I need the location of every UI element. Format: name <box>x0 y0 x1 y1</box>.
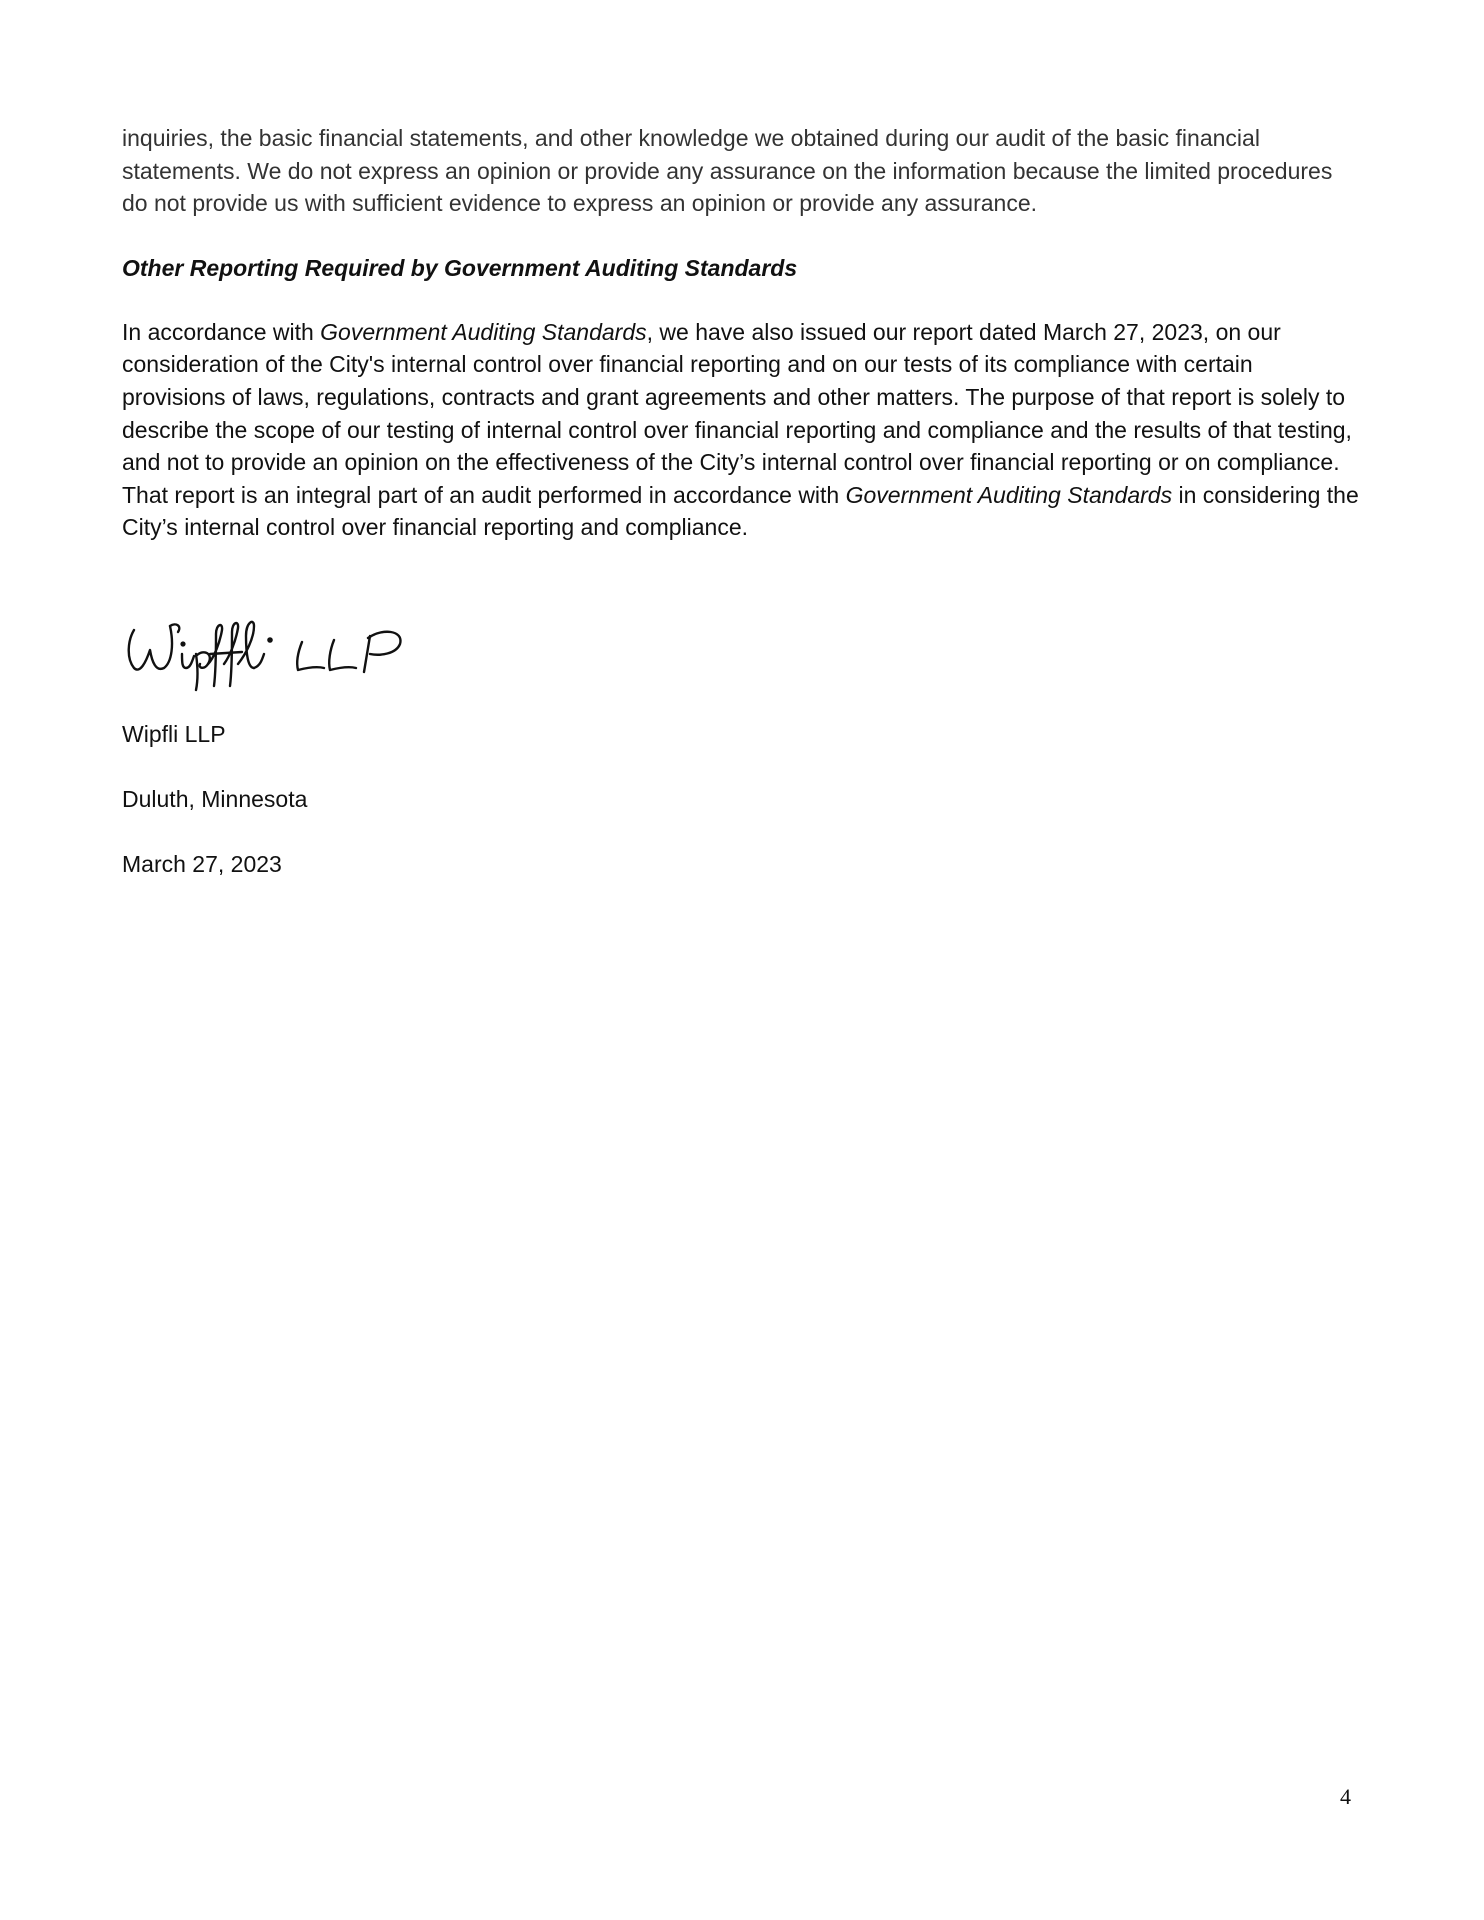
section-paragraph <box>122 316 1362 544</box>
document-body <box>122 122 1362 544</box>
section-heading: Other Reporting Required by Government Auditing Standards <box>122 254 798 281</box>
paragraph-italic-1: Government Auditing Standards <box>320 318 647 345</box>
signature-block <box>122 718 307 913</box>
paragraph-text-3: in considering the City’s internal control over financial reporting and compliance. <box>122 481 1359 541</box>
paragraph-italic-2: Government Auditing Standards <box>845 481 1173 508</box>
page-number: 4 <box>1340 1784 1351 1809</box>
handwritten-signature <box>120 610 440 692</box>
paragraph-text-1: In accordance with <box>122 318 321 345</box>
firm-name: Wipfli LLP <box>122 721 226 747</box>
signature-image <box>120 610 440 692</box>
firm-location: Duluth, Minnesota <box>122 786 308 812</box>
intro-paragraph: inquiries, the basic financial statements, and other knowledge we obtained during our audit of the basic financial statements. We do not express an opinion or provide any assurance on the information because the limited procedures do not provide us with sufficient evidence to express an opinion or provide any assurance. <box>122 125 1333 217</box>
paragraph-text-2: , we have also issued our report dated March 27, 2023, on our consideration of the City's internal control over financial reporting and on our tests of its compliance with certain provisions of laws, regulations, contracts and grant agreements and other matters. The purpose of that report is solely to describe the scope of our testing of internal control over financial reporting and compliance and the results of that testing, and not to provide an opinion on the effectiveness of the City’s internal control over financial reporting or on compliance. That report is an integral part of an audit performed in accordance with <box>122 318 1352 508</box>
report-date: March 27, 2023 <box>122 851 282 877</box>
